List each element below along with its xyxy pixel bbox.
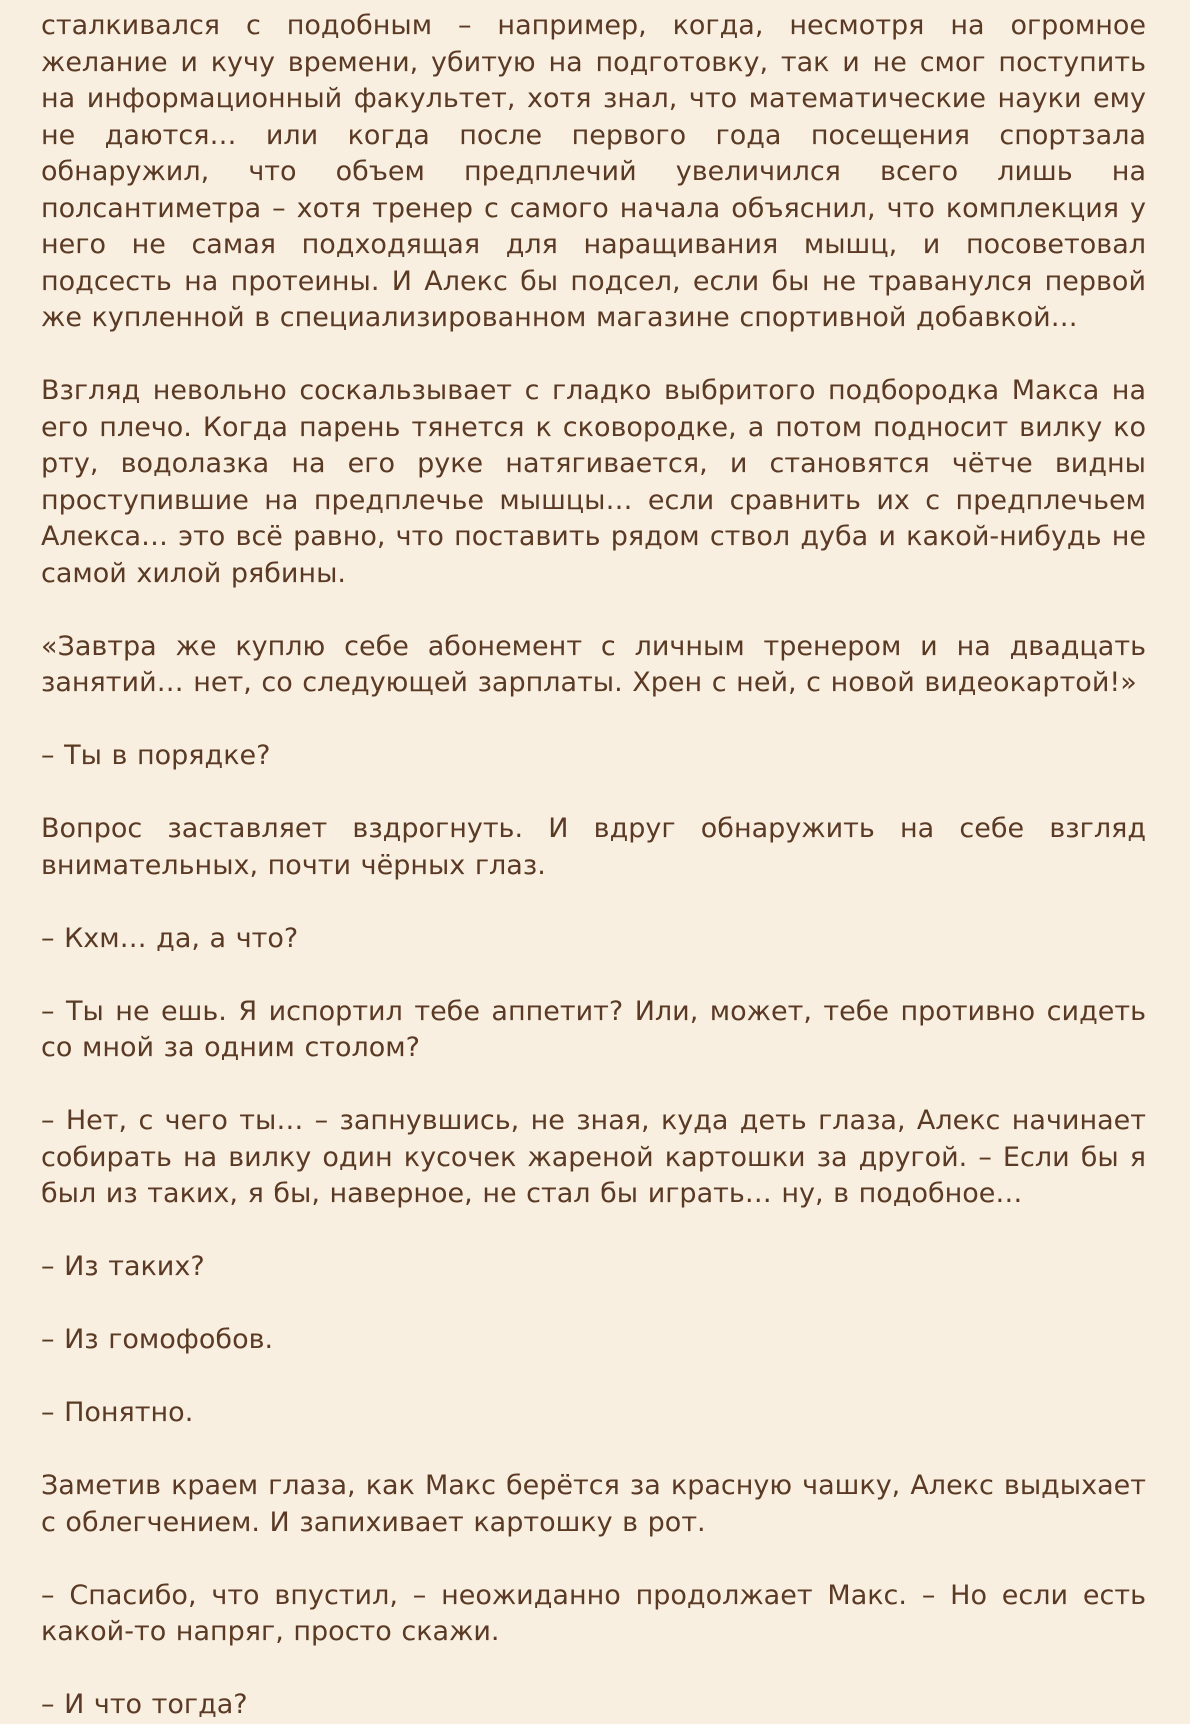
paragraph: «Завтра же куплю себе абонемент с личным тренером и на двадцать занятий… нет, со следующей зарплаты. Хрен с ней, с новой видеокартой!» — [41, 630, 1146, 698]
dialogue-line: – И что тогда? — [41, 1689, 248, 1720]
paragraph: Вопрос заставляет вздрогнуть. И вдруг обнаружить на себе взгляд внимательных, почти чёрных глаз. — [41, 813, 1146, 881]
paragraph: сталкивался с подобным – например, когда, несмотря на огромное желание и кучу времени, убитую на подготовку, так и не смог поступить на информационный факультет, хотя знал, что математические науки ему не даются… или когда после первого года посещения спортзала обнаружил, что объем предплечий увеличился всего лишь на полсантиметра – хотя тренер с самого начала объяснил, что комплекция у него не самая подходящая для наращивания мышц, и посоветовал подсесть на протеины. И Алекс бы подсел, если бы не траванулся первой же купленной в специализированном магазине спортивной добавкой… — [41, 10, 1146, 333]
dialogue-line: – Понятно. — [41, 1397, 194, 1428]
paragraph: Взгляд невольно соскальзывает с гладко выбритого подбородка Макса на его плечо. Когда парень тянется к сковородке, а потом подносит вилку ко рту, водолазка на его руке натягивается, и становятся чётче видны проступившие на предплечье мышцы… если сравнить их с предплечьем Алекса… это всё равно, что поставить рядом ствол дуба и какой-нибудь не самой хилой рябины. — [41, 375, 1146, 589]
dialogue-line: – Из гомофобов. — [41, 1324, 274, 1355]
dialogue-line: – Спасибо, что впустил, – неожиданно продолжает Макс. – Но если есть какой-то напряг, просто скажи. — [41, 1579, 1146, 1647]
dialogue-line: – Нет, с чего ты… – запнувшись, не зная, куда деть глаза, Алекс начинает собирать на вилку один кусочек жареной картошки за другой. – Если бы я был из таких, я бы, наверное, не стал бы играть… ну, в подобное… — [41, 1105, 1146, 1209]
dialogue-line: – Ты в порядке? — [41, 740, 271, 771]
paragraph: Заметив краем глаза, как Макс берётся за красную чашку, Алекс выдыхает с облегчением. И запихивает картошку в рот. — [41, 1470, 1146, 1538]
dialogue-line: – Кхм… да, а что? — [41, 922, 299, 954]
dialogue-line: – Из таких? — [41, 1251, 205, 1282]
dialogue-line: – Ты не ешь. Я испортил тебе аппетит? Или, может, тебе противно сидеть со мной за одним столом? — [41, 995, 1146, 1063]
